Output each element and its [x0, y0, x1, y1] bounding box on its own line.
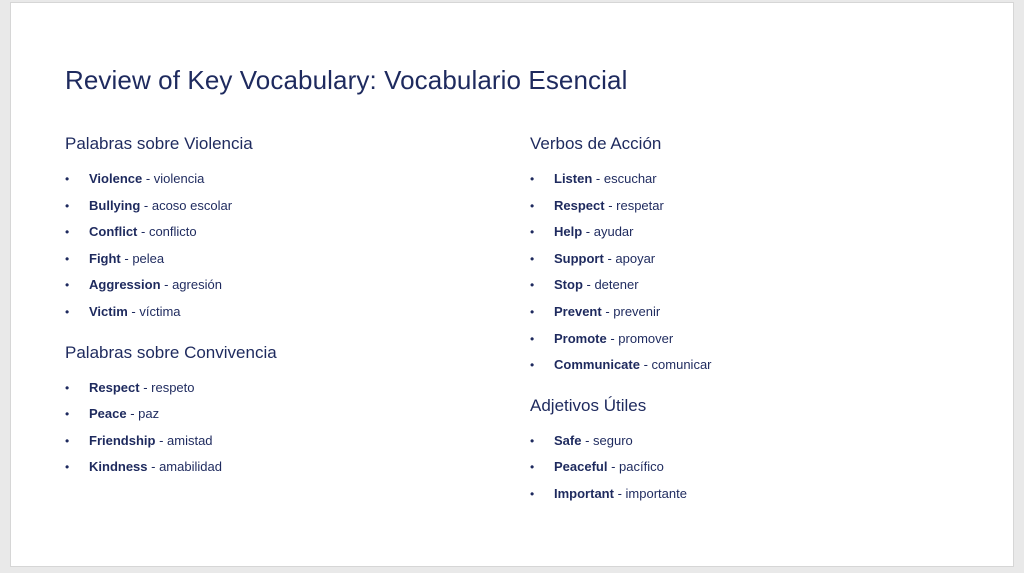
vocab-translation: violencia	[153, 171, 205, 186]
vocab-term: Aggression	[89, 277, 161, 293]
term-separator: -	[142, 171, 154, 186]
section-heading-adjetivos: Adjetivos Útiles	[530, 395, 647, 415]
bullet-icon: •	[65, 304, 70, 319]
vocab-translation: pacífico	[619, 459, 664, 475]
term-separator: -	[604, 197, 617, 213]
vocab-item	[65, 197, 485, 224]
vocab-item	[65, 250, 485, 277]
vocab-term: Respect	[89, 379, 140, 395]
vocab-term: Listen	[554, 171, 593, 186]
vocab-term: Safe	[554, 432, 582, 448]
bullet-icon: •	[65, 380, 70, 395]
vocab-translation: promover	[618, 330, 674, 346]
bullet-icon: •	[530, 331, 535, 346]
term-separator: -	[603, 250, 616, 266]
term-separator: -	[606, 330, 619, 346]
vocab-item	[530, 197, 950, 224]
term-separator: -	[601, 303, 614, 319]
bullet-icon: •	[530, 198, 535, 213]
vocab-term: Fight	[89, 250, 121, 266]
bullet-icon: •	[530, 460, 535, 475]
vocab-item	[65, 432, 485, 459]
vocab-item	[65, 379, 485, 406]
bullet-icon: •	[530, 225, 535, 240]
slide	[10, 2, 1014, 567]
vocab-term: Prevent	[554, 303, 602, 319]
section-heading-convivencia: Palabras sobre Convivencia	[65, 342, 277, 362]
vocab-item	[65, 458, 485, 485]
term-separator: -	[607, 459, 620, 475]
vocab-term: Respect	[554, 197, 605, 213]
term-separator: -	[140, 197, 152, 213]
vocab-list-verbos	[530, 170, 950, 383]
vocab-translation: importante	[625, 485, 687, 501]
term-separator: -	[613, 485, 626, 501]
bullet-icon: •	[65, 278, 70, 293]
vocab-term: Victim	[89, 303, 128, 319]
bullet-icon: •	[530, 304, 535, 319]
vocab-translation: seguro	[593, 432, 633, 448]
term-separator: -	[127, 303, 140, 319]
vocab-item	[530, 432, 950, 459]
term-separator: -	[582, 224, 594, 240]
term-separator: -	[639, 357, 652, 373]
bullet-icon: •	[530, 486, 535, 501]
vocab-item	[65, 405, 485, 432]
vocab-item	[65, 170, 485, 197]
vocab-translation: respeto	[151, 379, 195, 395]
vocab-translation: agresión	[172, 277, 222, 293]
term-separator: -	[137, 224, 149, 240]
term-separator: -	[592, 171, 604, 186]
vocab-item	[530, 330, 950, 357]
bullet-icon: •	[65, 198, 70, 213]
vocab-item	[530, 170, 950, 197]
vocab-item	[530, 485, 950, 512]
bullet-icon: •	[530, 251, 535, 266]
vocab-term: Peaceful	[554, 459, 608, 475]
vocab-translation: apoyar	[615, 250, 656, 266]
left-column	[65, 133, 485, 497]
vocab-item	[530, 356, 950, 383]
bullet-icon: •	[65, 460, 70, 475]
term-separator: -	[147, 459, 160, 475]
term-separator: -	[581, 432, 594, 448]
vocab-translation: ayudar	[593, 224, 634, 240]
vocab-term: Promote	[554, 330, 607, 346]
vocab-translation: paz	[138, 406, 160, 422]
vocab-list-violencia	[65, 170, 485, 330]
vocab-term: Help	[554, 224, 583, 240]
bullet-icon: •	[65, 251, 70, 266]
vocab-term: Conflict	[89, 224, 138, 240]
vocab-translation: amabilidad	[159, 459, 222, 475]
bullet-icon: •	[65, 433, 70, 448]
vocab-item	[530, 250, 950, 277]
term-separator: -	[139, 379, 152, 395]
vocab-term: Stop	[554, 277, 583, 293]
right-column	[530, 133, 950, 524]
vocab-translation: acoso escolar	[151, 197, 233, 213]
vocab-term: Violence	[89, 171, 143, 186]
vocab-translation: víctima	[139, 303, 181, 319]
vocab-translation: comunicar	[651, 357, 712, 373]
vocab-term: Communicate	[554, 357, 640, 373]
slide-title: Review of Key Vocabulary: Vocabulario Esencial	[65, 65, 628, 95]
vocab-term: Friendship	[89, 432, 156, 448]
vocab-translation: amistad	[167, 432, 213, 448]
bullet-icon: •	[65, 172, 70, 186]
vocab-translation: prevenir	[613, 303, 661, 319]
term-separator: -	[126, 406, 139, 422]
vocab-translation: pelea	[132, 250, 165, 266]
vocab-item	[530, 458, 950, 485]
bullet-icon: •	[530, 172, 535, 186]
vocab-translation: detener	[594, 277, 639, 293]
vocab-term: Peace	[89, 406, 127, 422]
term-separator: -	[155, 432, 168, 448]
bullet-icon: •	[530, 278, 535, 293]
vocab-term: Kindness	[89, 459, 148, 475]
bullet-icon: •	[65, 225, 70, 240]
section-heading-verbos: Verbos de Acción	[530, 134, 662, 153]
vocab-translation: conflicto	[148, 224, 197, 240]
term-separator: -	[120, 250, 133, 266]
vocab-item	[65, 276, 485, 303]
bullet-icon: •	[530, 358, 535, 373]
vocab-item	[530, 276, 950, 303]
vocab-translation: respetar	[616, 197, 664, 213]
vocab-list-adjetivos	[530, 432, 950, 512]
term-separator: -	[160, 277, 173, 293]
vocab-translation: escuchar	[603, 171, 657, 186]
bullet-icon: •	[65, 407, 70, 422]
term-separator: -	[582, 277, 595, 293]
vocab-item	[65, 223, 485, 250]
vocab-term: Bullying	[89, 197, 141, 213]
vocab-item	[530, 303, 950, 330]
vocab-item	[65, 303, 485, 330]
vocab-term: Important	[554, 485, 614, 501]
vocab-list-convivencia	[65, 379, 485, 485]
vocab-term: Support	[554, 250, 604, 266]
bullet-icon: •	[530, 433, 535, 448]
section-heading-violencia: Palabras sobre Violencia	[65, 134, 253, 153]
vocab-item	[530, 223, 950, 250]
